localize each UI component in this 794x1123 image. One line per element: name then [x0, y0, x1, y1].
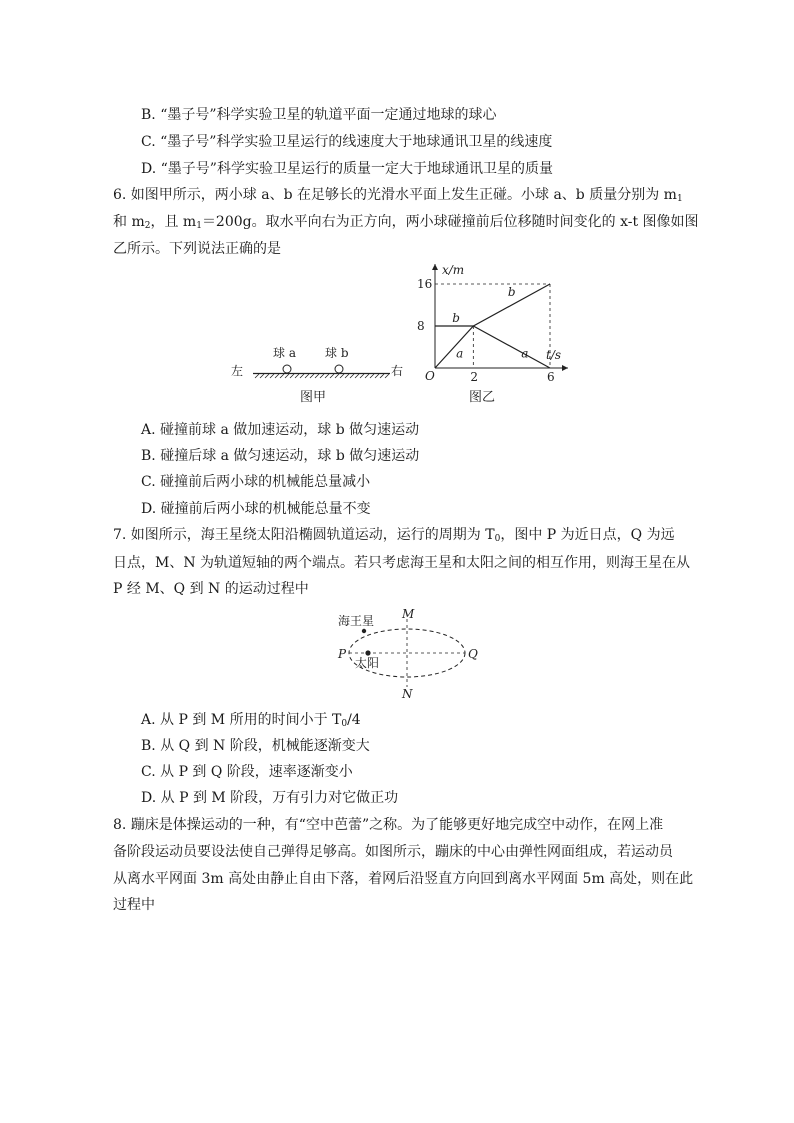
point-m-label: M	[402, 607, 415, 621]
ground-hatch	[320, 374, 324, 378]
ground-hatch	[325, 374, 329, 378]
ground-hatch	[255, 374, 259, 378]
label-b-after: b	[507, 284, 516, 299]
q7-option-b: B. 从 Q 到 N 阶段，机械能逐渐变大	[141, 738, 370, 754]
ground-hatch	[355, 374, 359, 378]
q7-option-a: A. 从 P 到 M 所用的时间小于 $T_0/4$	[141, 712, 361, 729]
q6-option-d: D. 碰撞前后两小球的机械能总量不变	[141, 501, 371, 517]
q8-stem-line-3: 从离水平网面 3m 高处由静止自由下落，着网后沿竖直方向回到离水平网面 5m 高处，则在此	[113, 871, 694, 887]
ground-hatch	[340, 374, 344, 378]
ground-hatch	[280, 374, 284, 378]
q6-stem-line-1: 6. 如图甲所示，两小球 a、b 在足够长的光滑水平面上发生正碰。小球 a、b 质量分别为 $m_1$	[113, 187, 683, 204]
ground-hatch	[360, 374, 364, 378]
label-a-before: a	[456, 346, 464, 361]
q7-option-c: C. 从 P 到 Q 阶段，速率逐渐变小	[141, 764, 353, 780]
y-tick-label: 16	[417, 277, 433, 291]
ground-hatch	[260, 374, 264, 378]
ground-hatch	[310, 374, 314, 378]
q6-stem-line-2: 和 $m_2$，且 $m_1=200g$。取水平向右为正方向，两小球碰撞前后位移随时间变化的 x-t 图像如图	[113, 214, 699, 231]
ground-hatch	[305, 374, 309, 378]
ground-hatch	[365, 374, 369, 378]
origin-label: O	[425, 369, 435, 383]
q6-option-c: C. 碰撞前后两小球的机械能总量减小	[141, 474, 371, 490]
point-n-label: N	[402, 687, 413, 700]
ball-a	[283, 365, 291, 373]
point-q-label: Q	[468, 647, 478, 661]
ground-hatch	[265, 374, 269, 378]
left-label: 左	[231, 364, 244, 378]
q7-option-d: D. 从 P 到 M 阶段，万有引力对它做正功	[141, 790, 399, 806]
ground-hatch	[315, 374, 319, 378]
q6-option-b: B. 碰撞后球 a 做匀速运动，球 b 做匀速运动	[141, 448, 420, 464]
q8-stem-line-2: 备阶段运动员要设法使自己弹得足够高。如图所示，蹦床的中心由弹性网面组成，若运动员	[113, 844, 673, 860]
ground-hatch	[380, 374, 384, 378]
ground-hatch	[350, 374, 354, 378]
q5-option-c: C. “墨子号”科学实验卫星运行的线速度大于地球通讯卫星的线速度	[141, 134, 553, 150]
sun-label: 太阳	[355, 656, 380, 670]
x-tick-label: 6	[547, 370, 555, 384]
q6-stem-line-3: 乙所示。下列说法正确的是	[113, 241, 281, 257]
figure-yi-caption: 图乙	[469, 390, 496, 405]
ground-hatch	[290, 374, 294, 378]
neptune-label: 海王星	[338, 614, 375, 628]
ground-hatch	[285, 374, 289, 378]
ground-surface	[253, 374, 390, 379]
label-b-before: b	[452, 311, 460, 325]
q5-option-b: B. “墨子号”科学实验卫星的轨道平面一定通过地球的球心	[141, 107, 497, 123]
ball-b-label: 球 b	[325, 346, 349, 360]
q7-stem-line-1: 7. 如图所示，海王星绕太阳沿椭圆轨道运动，运行的周期为 $T_0$，图中 P 为近日点，Q 为远	[113, 527, 675, 544]
label-a-after: a	[521, 346, 529, 361]
figure-jia-caption: 图甲	[300, 390, 327, 405]
ball-a-label: 球 a	[273, 346, 296, 360]
ground-hatch	[270, 374, 274, 378]
right-label: 右	[391, 364, 404, 378]
sun-dot	[365, 650, 370, 655]
x-tick-label: 2	[470, 370, 478, 384]
q7-stem-line-2: 日点，M、N 为轨道短轴的两个端点。若只考虑海王星和太阳之间的相互作用，则海王星在从	[113, 555, 691, 571]
x-axis-label: t/s	[546, 348, 562, 362]
ground-hatch	[375, 374, 379, 378]
q8-stem-line-1: 8. 蹦床是体操运动的一种，有“空中芭蕾”之称。为了能够更好地完成空中动作，在网上准	[113, 817, 664, 833]
ground-hatch	[275, 374, 279, 378]
q6-option-a: A. 碰撞前球 a 做加速运动，球 b 做匀速运动	[141, 422, 420, 438]
neptune-dot	[362, 629, 366, 633]
orbit-figure	[330, 605, 490, 700]
q7-stem-line-3: P 经 M、Q 到 N 的运动过程中	[113, 581, 309, 597]
q8-stem-line-4: 过程中	[113, 897, 155, 913]
q5-option-d: D. “墨子号”科学实验卫星运行的质量一定大于地球通讯卫星的质量	[141, 161, 553, 177]
ground-hatch	[300, 374, 304, 378]
ground-hatch	[370, 374, 374, 378]
point-p-label: P	[338, 647, 347, 661]
ground-hatch	[295, 374, 299, 378]
y-tick-label: 8	[417, 319, 425, 333]
ground-hatch	[330, 374, 334, 378]
ground-hatch	[335, 374, 339, 378]
ground-hatch	[345, 374, 349, 378]
series-a-line	[435, 326, 550, 368]
y-axis-label: x/m	[442, 263, 465, 277]
ball-b	[335, 365, 343, 373]
ground-hatch	[385, 374, 389, 378]
figure-yi-chart	[400, 256, 580, 386]
